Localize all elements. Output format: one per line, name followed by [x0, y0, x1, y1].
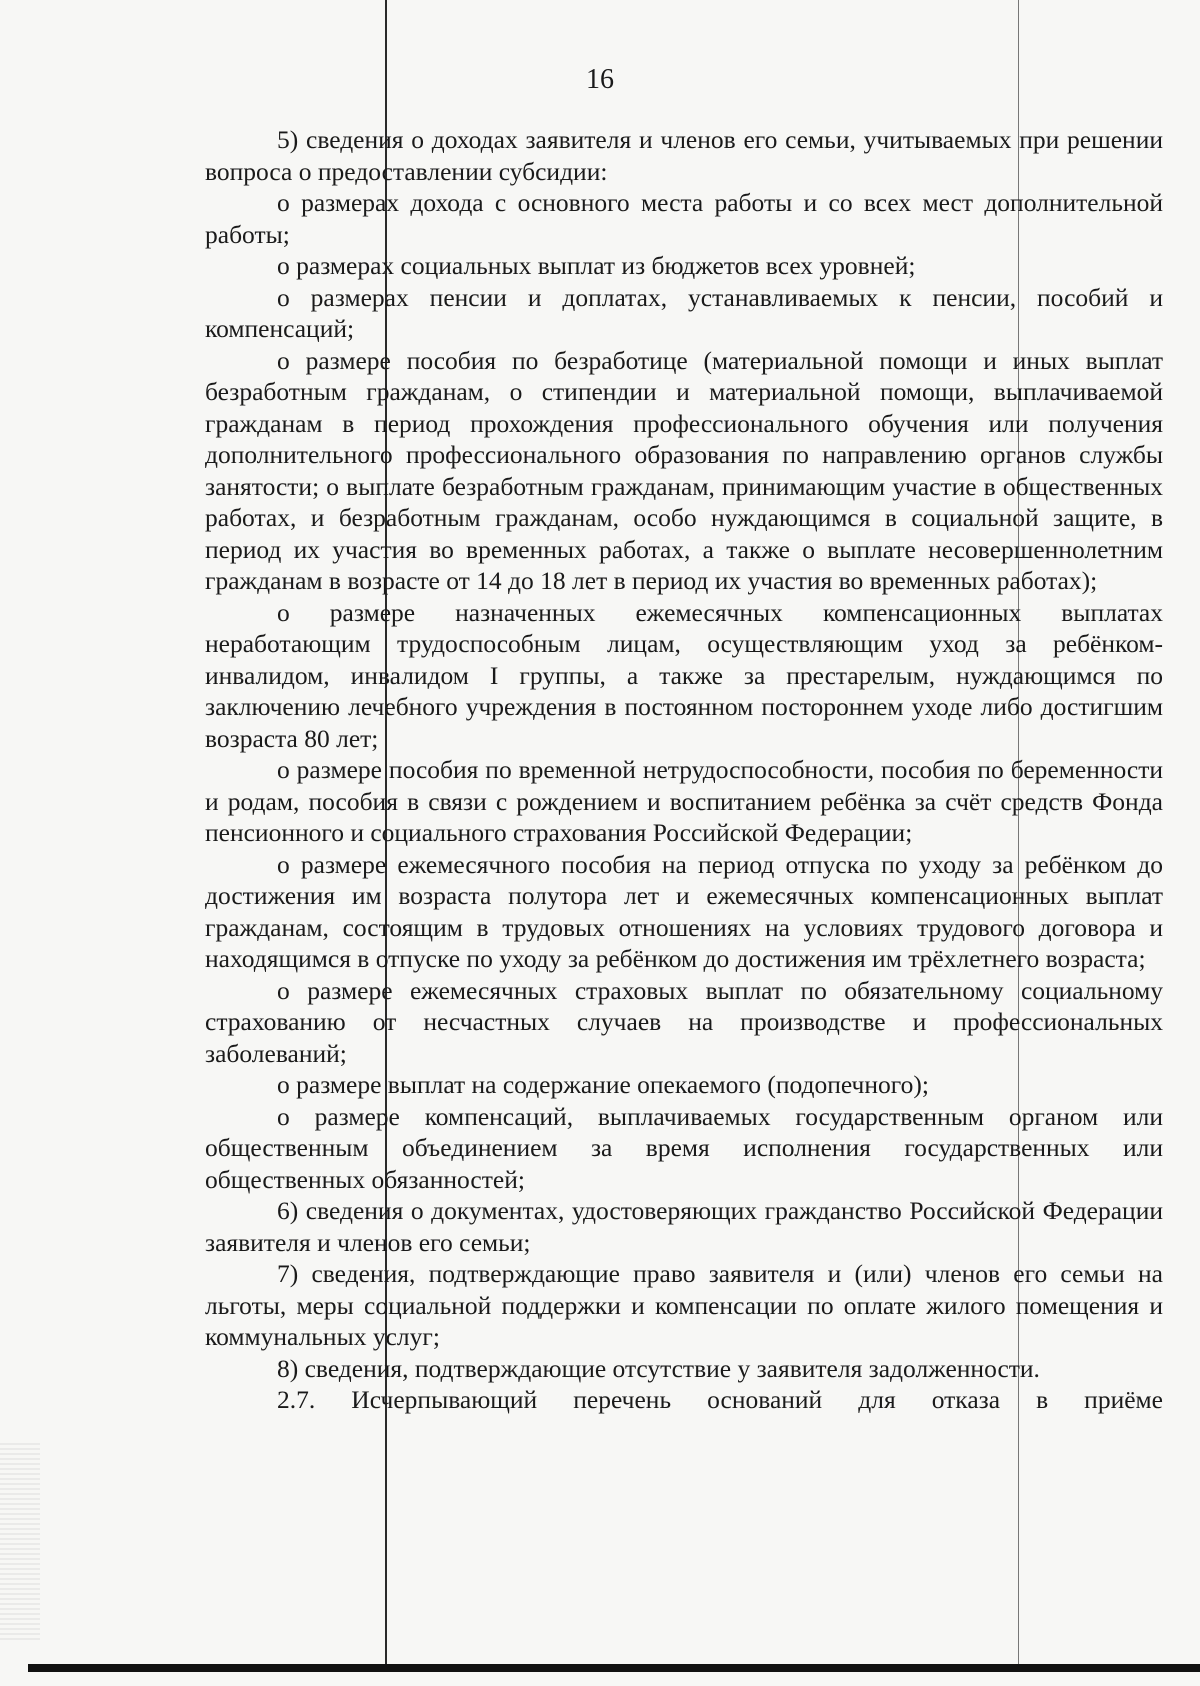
- paragraph: о размерах социальных выплат из бюджетов всех уровней;: [277, 251, 916, 280]
- paragraph: 6) сведения о документах, удостоверяющих гражданство Российской Федерации заявителя и членов его семьи;: [205, 1196, 1163, 1257]
- paragraph: о размере ежемесячного пособия на период отпуска по уходу за ребёнком до достижения им возраста полутора лет и ежемесячных компенсационных выплат гражданам, состоящим в трудовых отношениях на условиях трудового договора и находящимся в отпуске по уходу за ребёнком до достижения им трёхлетнего возраста;: [205, 849, 1163, 973]
- paragraph: о размерах пенсии и доплатах, устанавливаемых к пенсии, пособий и компенсаций;: [205, 282, 1163, 343]
- page-number: 16: [586, 64, 614, 95]
- paragraph: о размере пособия по временной нетрудоспособности, пособия по беременности и родам, пособия в связи с рождением и воспитанием ребёнка за счёт средств Фонда пенсионного и социального страхования Российской Федерации;: [205, 755, 1163, 847]
- paragraph: 7) сведения, подтверждающие право заявителя и (или) членов его семьи на льготы, меры социальной поддержки и компенсации по оплате жилого помещения и коммунальных услуг;: [205, 1259, 1163, 1351]
- paragraph: о размере компенсаций, выплачиваемых государственным органом или общественным объединением за время исполнения государственных или общественных обязанностей;: [205, 1101, 1163, 1194]
- paragraph: 2.7. Исчерпывающий перечень оснований для отказа в приёме: [277, 1385, 1163, 1414]
- paragraph: 5) сведения о доходах заявителя и членов его семьи, учитываемых при решении вопроса о предоставлении субсидии:: [205, 125, 1163, 186]
- paragraph: о размере выплат на содержание опекаемого (подопечного);: [277, 1070, 929, 1099]
- paragraph: о размере пособия по безработице (материальной помощи и иных выплат безработным гражданам, о стипендии и материальной помощи, выплачиваемой гражданам в период прохождения профессионального обучения или получения дополнительного профессионального образования по направлению органов службы занятости; о выплате безработным гражданам, принимающим участие в общественных работах, и безработным гражданам, особо нуждающимся в социальной защите, в период их участия во временных работах, а также о выплате несовершеннолетним гражданам в возрасте от 14 до 18 лет в период их участия во временных работах);: [205, 345, 1163, 595]
- bottom-rule: [28, 1664, 1200, 1672]
- paragraph: о размерах дохода с основного места работы и со всех мест дополнительной работы;: [205, 188, 1163, 249]
- paragraph: о размере назначенных ежемесячных компенсационных выплатах неработающим трудоспособным лицам, осуществляющим уход за ребёнком-инвалидом, инвалидом I группы, а также за престарелым, нуждающимся по заключению лечебного учреждения в постоянном постороннем уходе либо достигшим возраста 80 лет;: [205, 597, 1163, 753]
- document-body: [205, 124, 1163, 1416]
- paragraph: 8) сведения, подтверждающие отсутствие у заявителя задолженности.: [277, 1353, 1040, 1383]
- scan-noise: [0, 1440, 40, 1640]
- paragraph: о размере ежемесячных страховых выплат по обязательному социальному страхованию от несчастных случаев на производстве и профессиональных заболеваний;: [205, 975, 1163, 1068]
